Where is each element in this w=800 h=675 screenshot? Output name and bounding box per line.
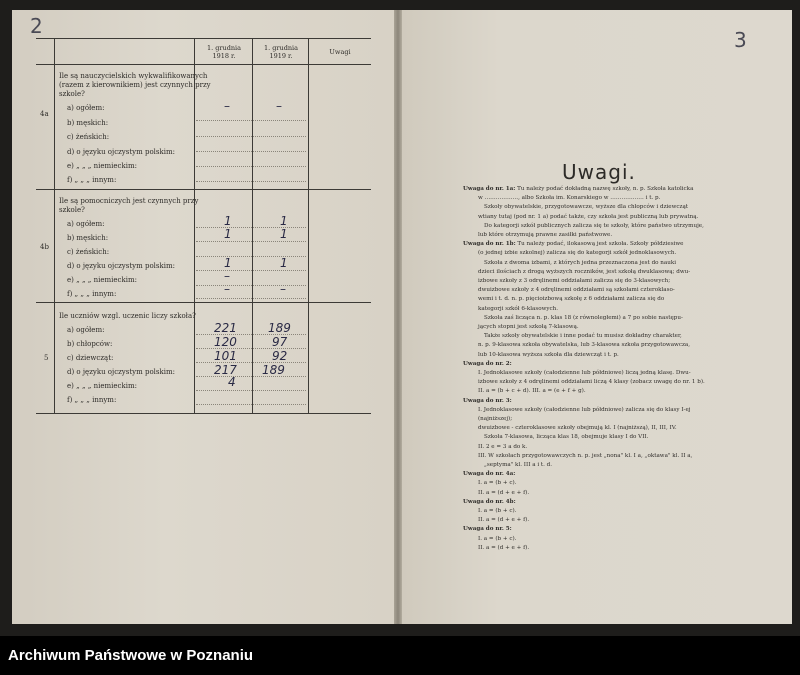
- uwaga-label: Uwaga do nr. 5:: [463, 526, 512, 533]
- uwaga-text: lub 10-klasowa wyższa szkoła dla dziewcząt i t. p.: [478, 351, 619, 358]
- row-label: e) „ „ „ niemieckim:: [67, 162, 137, 170]
- uwaga-text-line: [478, 324, 579, 331]
- header-1919: 1. grudnia 1919 r.: [263, 44, 299, 60]
- uwaga-text-line: [478, 480, 516, 487]
- uwaga-text: kategorji szkół 6-klasowych.: [478, 305, 559, 312]
- uwaga-text-line: [484, 333, 682, 340]
- uwaga-text: n. p. 9-klasowa szkoła obywatelska, lub 3-klasowa szkoła przygotowawcza,: [478, 342, 691, 349]
- uwaga-text: III. W szkołach przygotowawczych n. p. jest „nona" kl. I a, „oktawa" kl. II a,: [478, 452, 693, 459]
- uwaga-text: Tu należy podać, ilokasową jest szkoła. Szkoły półdziesiwe: [515, 241, 684, 248]
- uwaga-heading-line: [463, 361, 512, 368]
- value-1918: 1: [224, 256, 232, 270]
- value-1919: 1: [280, 256, 288, 270]
- uwaga-text: Szkoła zaś licząca n. p. klas 18 (z równoległemi) a 7 po sobie następu-: [484, 314, 683, 321]
- uwaga-text: Szkoły obywatelskie, przygotowawcze, wyższe dla chłopców i dziewcząt: [484, 204, 689, 211]
- value-1918: 221: [214, 321, 237, 335]
- uwaga-text: jących stopni jest szkołą 7-klasową.: [478, 324, 579, 330]
- uwaga-text: Także szkoły obywatelskie i inne podać tu musisz dokładny charakter,: [484, 333, 682, 340]
- right-page-number: 3: [734, 28, 747, 52]
- uwaga-label: Uwaga do nr. 4a:: [463, 471, 516, 478]
- uwaga-text-line: [484, 462, 552, 469]
- uwaga-text-line: [478, 370, 691, 377]
- uwaga-text: wtiany tutaj (pod nr. 1 a) podać także, czy szkoła jest publiczną lub prywatną.: [478, 213, 699, 220]
- uwaga-label: Uwaga do nr. 1b:: [463, 241, 516, 248]
- row-label: b) męskich:: [67, 234, 109, 242]
- uwaga-text: „septyma" kl. III a i t. d.: [484, 462, 553, 468]
- uwaga-text: II. a = (d + e + f).: [478, 489, 530, 496]
- row-label: c) żeńskich:: [67, 248, 110, 256]
- uwaga-text-line: [478, 508, 516, 515]
- uwaga-text: Tu należy podać dokładną nazwę szkoły, n. p. Szkoła katolicka: [515, 186, 694, 192]
- value-1919: 189: [262, 363, 285, 377]
- row-label: e) „ „ „ niemieckim:: [67, 276, 137, 284]
- uwaga-text-line: [478, 214, 698, 221]
- row-label: f) „ „ „ innym:: [67, 290, 117, 298]
- uwaga-text: dwuizbowe - czteroklasowe szkoły obejmują kl. I (najniższą), II, III, IV.: [478, 425, 677, 432]
- row-label: a) ogółem:: [67, 104, 105, 112]
- section-number-4a: 4a: [40, 110, 49, 118]
- row-label: d) o języku ojczystym polskim:: [67, 148, 175, 156]
- uwaga-text-line: [478, 232, 612, 239]
- uwaga-text-line: [478, 269, 690, 276]
- uwaga-heading-line: [463, 471, 515, 478]
- uwaga-text-line: [478, 536, 516, 543]
- uwaga-text: dwuizbowe szkoły z 4 odręlinemi oddziałami są szkołami czteroklaso-: [478, 287, 675, 294]
- uwaga-text-line: [484, 204, 688, 211]
- value-1918: 1: [224, 214, 232, 228]
- section-number-4b: 4b: [40, 243, 49, 251]
- row-label: b) męskich:: [67, 119, 109, 127]
- uwaga-text-line: [478, 425, 677, 432]
- uwaga-text: dzieci ilościach z drogą wyższych roczników, jest szkołą dwuklasową; dwu-: [478, 268, 691, 275]
- value-1918: 1: [224, 227, 232, 241]
- uwaga-text-line: [484, 315, 683, 322]
- uwaga-text: lub które otrzymują prawne zasiłki państwowe.: [478, 232, 613, 238]
- value-1919: 1: [280, 214, 288, 228]
- uwaga-text-line: [484, 434, 648, 441]
- row-label: c) żeńskich:: [67, 133, 110, 141]
- uwaga-heading-line: [463, 526, 512, 533]
- uwaga-text-line: [478, 453, 692, 460]
- row-label: a) ogółem:: [67, 220, 105, 228]
- left-page-number: 2: [30, 14, 43, 38]
- uwaga-label: Uwaga do nr. 2:: [463, 360, 512, 367]
- uwaga-text: Szkoła 7-klasowa, licząca klas 18, obejmuje klasy I do VII.: [484, 434, 649, 441]
- row-label: c) dziewcząt:: [67, 354, 114, 362]
- uwaga-label: Uwaga do nr. 1a:: [463, 186, 516, 192]
- uwaga-text-line: [478, 287, 675, 294]
- uwaga-heading-line: [463, 186, 693, 193]
- uwaga-text: (o jednej izbie szkolnej) zalicza się do kategorji szkół jednoklasowych.: [478, 250, 677, 257]
- value-1918: 4: [228, 375, 236, 389]
- uwaga-text: II. a = (d + e + f).: [478, 544, 530, 551]
- uwaga-text: Do kategorji szkół publicznych zalicza się te szkoły, które państwo utrzymuje,: [484, 222, 704, 229]
- value-1918: 101: [214, 349, 237, 363]
- value-1919: –: [276, 99, 282, 113]
- uwaga-text-line: [478, 352, 619, 359]
- uwaga-text-line: [478, 278, 670, 285]
- header-uwagi: Uwagi: [329, 48, 351, 56]
- uwaga-text-line: [484, 260, 676, 267]
- uwaga-label: Uwaga do nr. 4b:: [463, 498, 516, 505]
- uwaga-text-line: [478, 296, 664, 303]
- book-gutter: [394, 10, 402, 624]
- archive-footer: [0, 636, 800, 675]
- row-label: f) „ „ „ innym:: [67, 396, 117, 404]
- header-1918: 1. grudnia 1918 r.: [206, 44, 242, 60]
- value-1918: –: [224, 282, 230, 296]
- uwaga-text: (najniższej);: [478, 416, 513, 422]
- row-label: a) ogółem:: [67, 326, 105, 334]
- value-1918: 217: [214, 363, 237, 377]
- row-label: f) „ „ „ innym:: [67, 176, 117, 184]
- uwagi-title: Uwagi.: [562, 160, 636, 184]
- value-1918: –: [224, 269, 230, 283]
- uwaga-text: II. 2 e = 3 a do k.: [478, 443, 528, 450]
- uwaga-text: I. a = (b + c).: [478, 480, 517, 487]
- row-label: e) „ „ „ niemieckim:: [67, 382, 137, 390]
- uwaga-text-line: [478, 517, 529, 524]
- uwaga-text: II. a = (d + e + f).: [478, 517, 530, 524]
- uwaga-heading-line: [463, 241, 684, 248]
- uwaga-label: Uwaga do nr. 3:: [463, 397, 512, 404]
- archive-name: Archiwum Państwowe w Poznaniu: [8, 647, 254, 664]
- uwaga-text-line: [478, 306, 558, 313]
- section-number-5: 5: [44, 354, 49, 362]
- uwaga-text-line: [478, 342, 690, 349]
- uwaga-text: I. a = (b + c).: [478, 508, 517, 514]
- value-1919: –: [280, 282, 286, 296]
- value-1919: 97: [272, 335, 288, 349]
- uwaga-text: wemi i t. d. n. p. pięcioizbową szkołę z 6 oddziałami zalicza się do: [478, 296, 665, 303]
- value-1918: 120: [214, 335, 237, 349]
- uwaga-text-line: [478, 388, 586, 395]
- row-label: d) o języku ojczystym polskim:: [67, 368, 175, 376]
- uwaga-text-line: [478, 490, 529, 497]
- uwaga-text: I. a = (b + c).: [478, 535, 517, 542]
- uwaga-text: Szkoła z dwoma izbami, z których jedna przeznaczona jest do nauki: [484, 259, 677, 266]
- value-1919: 1: [280, 227, 288, 241]
- uwaga-text-line: [478, 195, 660, 202]
- uwaga-text-line: [478, 407, 690, 414]
- uwaga-heading-line: [463, 499, 516, 506]
- row-label: b) chłopców:: [67, 340, 113, 348]
- uwaga-text-line: [478, 545, 529, 552]
- uwaga-text-line: [478, 250, 676, 257]
- value-1919: 92: [272, 349, 288, 363]
- uwaga-text-line: [478, 379, 705, 386]
- uwaga-text: izbowe szkoły z 3 odręlinemi oddziałami zalicza się do 3-klasowych;: [478, 278, 671, 284]
- uwaga-text: izbowe szkoły z 4 odręlinemi oddziałami liczą 4 klasy (zobacz uwagę do nr. 1 b).: [478, 379, 705, 386]
- uwaga-text-line: [484, 223, 704, 230]
- uwaga-text: w ………………, albo Szkoła im. Konarskiego w ……………… i t. p.: [478, 195, 661, 202]
- value-1918: –: [224, 99, 230, 113]
- value-1919: 189: [268, 321, 291, 335]
- uwaga-text: I. Jednoklasowe szkoły (całodzienne lub półdniowe) liczą jedną klasę. Dwu-: [478, 370, 691, 376]
- uwaga-text-line: [478, 444, 527, 451]
- uwaga-text: I. Jednoklasowe szkoły (całodzienne lub półdniowe) zalicza się do klasy I-ej: [478, 406, 691, 413]
- uwaga-text-line: [478, 416, 512, 423]
- uwaga-text: II. a = (b + c + d). III. a = (e + f + g).: [478, 388, 586, 395]
- section-5-question: Ile uczniów wzgl. uczenic liczy szkoła?: [59, 312, 196, 320]
- uwaga-heading-line: [463, 398, 512, 405]
- row-label: d) o języku ojczystym polskim:: [67, 262, 175, 270]
